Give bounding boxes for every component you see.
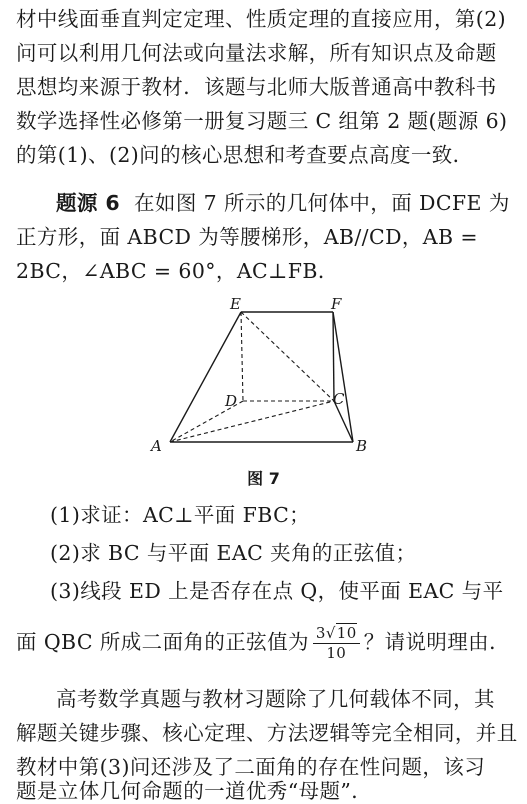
source-label: 题源 6 [56,191,121,215]
source-statement-line-2: 正方形，面 ABCD 为等腰梯形，AB//CD，AB = [16,225,478,249]
intro-line-4: 数学选择性必修第一册复习题三 C 组第 2 题(题源 6) [16,109,508,133]
geometry-figure [0,290,527,460]
intro-line-2: 问可以利用几何法或向量法求解，所有知识点及命题 [16,41,497,65]
edge-AC [170,401,334,442]
edge-FB [333,312,353,442]
fraction-denominator: 10 [326,644,347,662]
source-statement-line-1 [56,188,510,218]
question-3-text-after: ？请说明理由． [363,630,510,654]
intro-line-3: 思想均来源于教材．该题与北师大版普通高中教科书 [16,75,497,99]
point-label-E: E [230,295,241,313]
edge-FC [333,312,334,401]
question-3-line-2 [16,622,510,662]
point-label-C: C [333,390,345,408]
point-label-A: A [151,437,162,455]
source-stmt-1: 在如图 7 所示的几何体中，面 DCFE 为 [134,191,510,215]
fraction-numerator-radicand: 10 [336,624,357,642]
conclusion-line-3: 教材中第(3)问还涉及了二面角的存在性问题，该习 [16,755,486,779]
fraction-value: $\frac{3√10}{10}$ [313,625,360,662]
question-1: (1)求证：AC⊥平面 FBC； [50,503,311,527]
edge-ED [241,312,243,401]
source-statement-line-3: 2BC，∠ABC = 60°，AC⊥FB． [16,259,339,283]
edge-EC [241,312,334,401]
point-label-D: D [225,392,238,410]
question-3-line-1: (3)线段 ED 上是否存在点 Q，使平面 EAC 与平 [50,579,504,603]
intro-line-1: 材中线面垂直判定定理、性质定理的直接应用，第(2) [16,7,507,31]
conclusion-line-1: 高考数学真题与教材习题除了几何载体不同，其 [56,687,495,711]
figure-caption: 图 7 [247,469,280,488]
intro-line-5: 的第(1)、(2)问的核心思想和考查要点高度一致． [16,143,474,167]
fraction-numerator-coef: 3 [315,624,326,642]
point-label-B: B [356,437,368,455]
point-label-F: F [331,295,342,313]
question-3-text-before: 面 QBC 所成二面角的正弦值为 [16,630,309,654]
conclusion-line-2: 解题关键步骤、核心定理、方法逻辑等完全相同，并且 [16,721,518,745]
question-2: (2)求 BC 与平面 EAC 夹角的正弦值； [50,541,417,565]
conclusion-line-4: 题是立体几何命题的一道优秀“母题”． [16,779,373,803]
